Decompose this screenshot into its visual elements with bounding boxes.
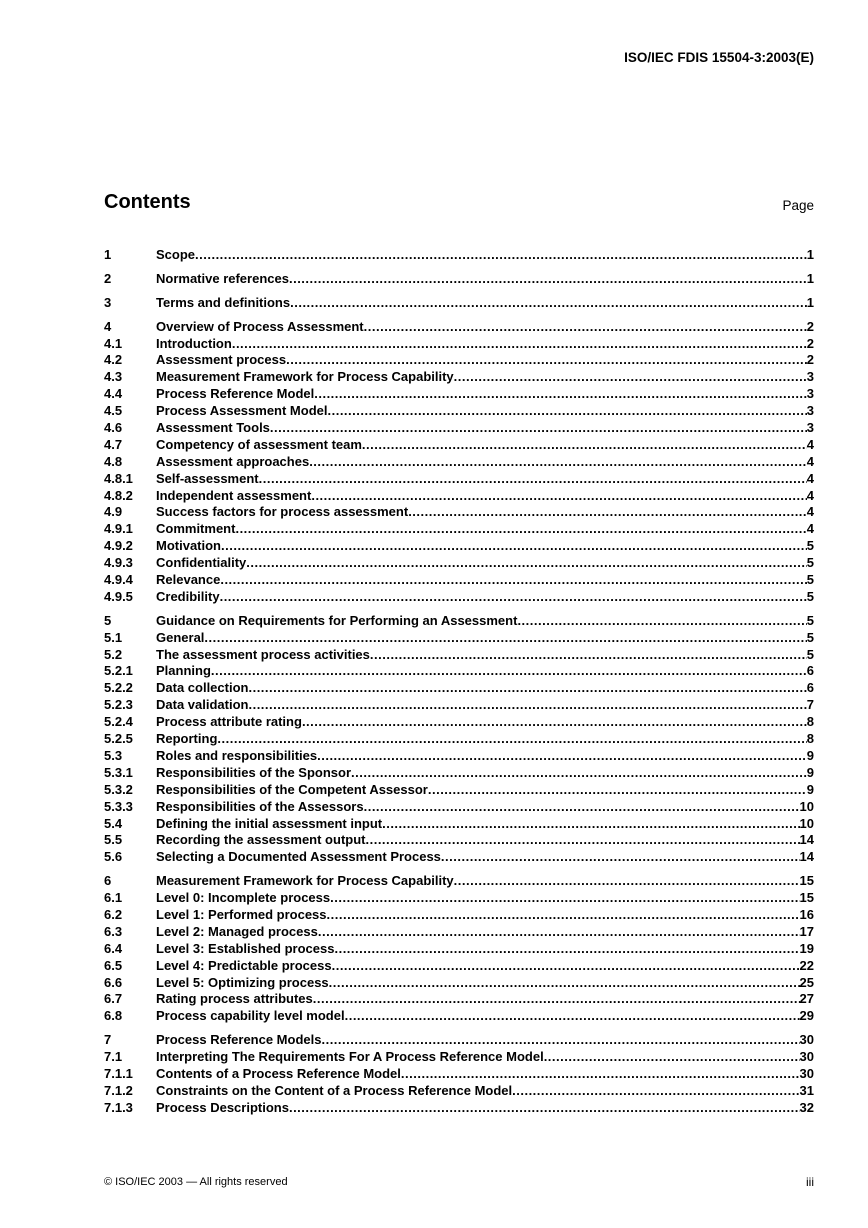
toc-entry-number: 5	[104, 612, 112, 628]
toc-entry-number: 5.2.3	[104, 697, 133, 713]
toc-entry-page: 15	[799, 873, 814, 889]
toc-entry-number: 4.4	[104, 386, 123, 402]
toc-entry-title: General	[156, 629, 205, 645]
toc-entry-title: Responsibilities of the Sponsor	[156, 764, 352, 780]
toc-entry-number: 4.7	[104, 436, 123, 452]
toc-entry-number: 4.1	[104, 335, 123, 351]
toc-entry-page: 29	[799, 1008, 814, 1024]
toc-entry[interactable]	[104, 1083, 814, 1100]
toc-dot-leader	[220, 589, 807, 606]
toc-entry-number: 6.6	[104, 974, 123, 990]
toc-entry[interactable]	[104, 420, 814, 437]
toc-entry-number: 4.9.3	[104, 555, 133, 571]
toc-entry-page: 3	[806, 403, 814, 419]
toc-entry-number: 3	[104, 294, 112, 310]
toc-entry[interactable]	[104, 1100, 814, 1117]
toc-dot-leader	[428, 782, 807, 799]
toc-entry[interactable]	[104, 247, 814, 264]
toc-entry-page: 4	[806, 436, 814, 452]
toc-entry[interactable]	[104, 1049, 814, 1066]
toc-group	[104, 271, 814, 288]
toc-entry-number: 7.1.1	[104, 1065, 133, 1081]
toc-entry-number: 6.5	[104, 957, 123, 973]
toc-entry-number: 6.4	[104, 940, 123, 956]
toc-entry-page: 1	[806, 247, 814, 262]
toc-entry-number: 4	[104, 318, 112, 334]
toc-entry-page: 8	[806, 714, 814, 730]
toc-dot-leader	[512, 1083, 799, 1100]
toc-entry-number: 7.1.2	[104, 1082, 133, 1098]
toc-entry-page: 9	[806, 764, 814, 780]
toc-entry-page: 3	[806, 369, 814, 385]
toc-group	[104, 319, 814, 606]
toc-dot-leader	[454, 873, 800, 890]
toc-entry-number: 5.1	[104, 629, 123, 645]
toc-entry[interactable]	[104, 1032, 814, 1049]
toc-entry-number: 5.2.5	[104, 731, 133, 747]
toc-entry[interactable]	[104, 488, 814, 505]
toc-entry-number: 7	[104, 1032, 112, 1048]
toc-entry-page: 17	[799, 923, 814, 939]
toc-dot-leader	[317, 748, 807, 765]
toc-entry-number: 4.9	[104, 504, 123, 520]
toc-entry-number: 6.1	[104, 890, 123, 906]
toc-entry-number: 5.3.1	[104, 764, 133, 780]
toc-dot-leader	[204, 630, 806, 647]
toc-entry[interactable]	[104, 816, 814, 833]
toc-entry-page: 10	[799, 815, 814, 831]
toc-entry-number: 4.2	[104, 352, 123, 368]
toc-entry-page: 1	[806, 270, 814, 286]
toc-entry-page: 2	[806, 318, 814, 334]
toc-entry-page: 30	[799, 1032, 814, 1048]
toc-dot-leader	[211, 663, 807, 680]
toc-entry-title: Interpreting The Requirements For A Process Reference Model	[156, 1049, 544, 1065]
toc-entry-page: 2	[806, 352, 814, 368]
toc-entry[interactable]	[104, 714, 814, 731]
toc-entry-number: 5.2.4	[104, 714, 133, 730]
toc-dot-leader	[290, 295, 807, 312]
toc-entry-page: 4	[806, 453, 814, 469]
toc-entry-title: Rating process attributes	[156, 991, 313, 1007]
toc-entry-page: 14	[799, 832, 814, 848]
toc-entry-title: Data collection	[156, 680, 249, 696]
toc-dot-leader	[195, 247, 807, 264]
toc-entry-title: Competency of assessment team	[156, 436, 362, 452]
toc-entry-title: Success factors for process assessment	[156, 504, 409, 520]
toc-entry-page: 5	[806, 538, 814, 554]
toc-entry-page: 10	[799, 798, 814, 814]
toc-entry-number: 4.3	[104, 369, 123, 385]
toc-dot-leader	[441, 849, 800, 866]
toc-dot-leader	[351, 765, 807, 782]
toc-dot-leader	[362, 437, 807, 454]
toc-entry[interactable]	[104, 319, 814, 336]
toc-dot-leader	[517, 613, 806, 630]
toc-entry-title: Roles and responsibilities	[156, 747, 318, 763]
toc-entry[interactable]	[104, 647, 814, 664]
toc-entry-title: Process Reference Models	[156, 1032, 322, 1048]
toc-entry-title: Level 5: Optimizing process	[156, 974, 329, 990]
toc-entry-number: 5.2	[104, 646, 123, 662]
toc-entry-title: Constraints on the Content of a Process Reference Model	[156, 1082, 513, 1098]
toc-entry-title: Level 0: Incomplete process	[156, 890, 331, 906]
toc-dot-leader	[408, 504, 807, 521]
toc-entry-number: 6.3	[104, 923, 123, 939]
toc-entry[interactable]	[104, 1066, 814, 1083]
toc-entry[interactable]	[104, 958, 814, 975]
toc-entry-title: Level 1: Performed process	[156, 906, 327, 922]
toc-entry-title: Level 3: Established process	[156, 940, 335, 956]
toc-entry[interactable]	[104, 924, 814, 941]
toc-dot-leader	[318, 924, 800, 941]
toc-entry[interactable]	[104, 765, 814, 782]
toc-entry-page: 3	[806, 386, 814, 402]
toc-entry-title: Process capability level model	[156, 1008, 345, 1024]
toc-entry-number: 4.8.1	[104, 470, 133, 486]
toc-entry-title: Relevance	[156, 572, 221, 588]
toc-dot-leader	[313, 991, 800, 1008]
toc-entry-page: 19	[799, 940, 814, 956]
toc-dot-leader	[365, 832, 799, 849]
page-number: iii	[806, 1175, 814, 1189]
toc-entry-page: 6	[806, 663, 814, 679]
toc-entry-title: Process attribute rating	[156, 714, 302, 730]
toc-dot-leader	[332, 958, 800, 975]
toc-entry-page: 4	[806, 504, 814, 520]
toc-entry-page: 4	[806, 487, 814, 503]
toc-entry[interactable]	[104, 572, 814, 589]
toc-entry-page: 5	[806, 588, 814, 604]
toc-entry[interactable]	[104, 555, 814, 572]
toc-entry-number: 4.9.4	[104, 572, 133, 588]
toc-entry-page: 6	[806, 680, 814, 696]
toc-entry-number: 7.1.3	[104, 1099, 133, 1115]
toc-entry-number: 5.3.3	[104, 798, 133, 814]
toc-entry-number: 5.5	[104, 832, 123, 848]
toc-entry-number: 5.2.2	[104, 680, 133, 696]
copyright-footer: © ISO/IEC 2003 — All rights reserved	[104, 1176, 288, 1188]
toc-entry-number: 4.9.1	[104, 521, 133, 537]
toc-dot-leader	[314, 386, 807, 403]
page-column-label: Page	[782, 198, 814, 213]
toc-entry-page: 5	[806, 555, 814, 571]
toc-entry-number: 1	[104, 247, 112, 262]
toc-entry-title: Introduction	[156, 335, 232, 351]
toc-entry-number: 5.3	[104, 747, 123, 763]
toc-entry-title: Credibility	[156, 588, 220, 604]
toc-entry-title: Self-assessment	[156, 470, 259, 486]
toc-entry-title: Guidance on Requirements for Performing an Assessment	[156, 612, 518, 628]
toc-dot-leader	[217, 731, 806, 748]
toc-entry[interactable]	[104, 799, 814, 816]
toc-entry-title: Recording the assessment output	[156, 832, 366, 848]
toc-dot-leader	[321, 1032, 799, 1049]
toc-entry[interactable]	[104, 991, 814, 1008]
toc-dot-leader	[329, 975, 800, 992]
toc-entry-number: 5.4	[104, 815, 123, 831]
toc-entry[interactable]	[104, 697, 814, 714]
toc-dot-leader	[220, 572, 806, 589]
toc-group	[104, 295, 814, 312]
toc-entry-number: 5.2.1	[104, 663, 133, 679]
toc-entry[interactable]	[104, 731, 814, 748]
toc-entry-title: Commitment	[156, 521, 236, 537]
toc-entry-title: Responsibilities of the Competent Assessor	[156, 781, 428, 797]
toc-dot-leader	[259, 471, 807, 488]
toc-entry[interactable]	[104, 873, 814, 890]
toc-entry-number: 4.6	[104, 420, 123, 436]
toc-entry-number: 4.8	[104, 453, 123, 469]
toc-entry-title: Terms and definitions	[156, 294, 291, 310]
toc-entry-page: 30	[799, 1065, 814, 1081]
toc-group	[104, 873, 814, 1025]
toc-entry-title: The assessment process activities	[156, 646, 370, 662]
toc-entry[interactable]	[104, 437, 814, 454]
toc-entry[interactable]	[104, 748, 814, 765]
toc-entry-page: 4	[806, 470, 814, 486]
toc-entry-title: Planning	[156, 663, 211, 679]
toc-dot-leader	[370, 647, 807, 664]
toc-dot-leader	[364, 319, 807, 336]
toc-entry-page: 15	[799, 890, 814, 906]
toc-entry-title: Contents of a Process Reference Model	[156, 1065, 401, 1081]
toc-entry[interactable]	[104, 782, 814, 799]
toc-entry-page: 5	[806, 612, 814, 628]
toc-entry-title: Process Reference Model	[156, 386, 315, 402]
toc-entry-title: Scope	[156, 247, 196, 262]
toc-entry-title: Assessment Tools	[156, 420, 270, 436]
toc-entry-number: 5.3.2	[104, 781, 133, 797]
toc-entry[interactable]	[104, 271, 814, 288]
toc-dot-leader	[364, 799, 800, 816]
toc-entry[interactable]	[104, 1008, 814, 1025]
toc-entry-page: 4	[806, 521, 814, 537]
toc-entry-title: Measurement Framework for Process Capability	[156, 369, 454, 385]
toc-entry[interactable]	[104, 630, 814, 647]
toc-dot-leader	[235, 521, 806, 538]
toc-entry-title: Process Descriptions	[156, 1099, 289, 1115]
toc-dot-leader	[270, 420, 807, 437]
toc-entry-number: 6.7	[104, 991, 123, 1007]
toc-group	[104, 613, 814, 866]
toc-entry-number: 2	[104, 270, 112, 286]
toc-dot-leader	[302, 714, 807, 731]
toc-entry-number: 4.9.5	[104, 588, 133, 604]
toc-entry[interactable]	[104, 849, 814, 866]
toc-dot-leader	[401, 1066, 800, 1083]
toc-entry-title: Independent assessment	[156, 487, 312, 503]
toc-entry-page: 9	[806, 747, 814, 763]
toc-dot-leader	[232, 336, 807, 353]
toc-dot-leader	[286, 352, 807, 369]
toc-entry-title: Overview of Process Assessment	[156, 318, 364, 334]
toc-entry-number: 4.9.2	[104, 538, 133, 554]
toc-entry[interactable]	[104, 336, 814, 353]
contents-heading: Contents	[104, 191, 191, 213]
toc-entry-page: 7	[806, 697, 814, 713]
toc-dot-leader	[454, 369, 807, 386]
toc-group	[104, 1032, 814, 1116]
toc-entry-page: 22	[799, 957, 814, 973]
toc-entry[interactable]	[104, 352, 814, 369]
toc-entry-page: 31	[799, 1082, 814, 1098]
toc-dot-leader	[246, 555, 806, 572]
toc-dot-leader	[289, 271, 807, 288]
toc-entry[interactable]	[104, 975, 814, 992]
toc-entry-page: 30	[799, 1049, 814, 1065]
toc-entry-page: 2	[806, 335, 814, 351]
toc-dot-leader	[289, 1100, 800, 1117]
toc-entry[interactable]	[104, 454, 814, 471]
toc-entry-page: 3	[806, 420, 814, 436]
toc-entry-page: 5	[806, 629, 814, 645]
toc-entry-page: 5	[806, 572, 814, 588]
toc-entry-title: Normative references	[156, 270, 289, 286]
toc-entry[interactable]	[104, 890, 814, 907]
toc-entry-number: 6.8	[104, 1008, 123, 1024]
toc-entry-title: Assessment process	[156, 352, 287, 368]
toc-entry[interactable]	[104, 832, 814, 849]
toc-entry-title: Confidentiality	[156, 555, 247, 571]
toc-entry-title: Selecting a Documented Assessment Process	[156, 849, 441, 865]
toc-entry-title: Reporting	[156, 731, 218, 747]
toc-entry-page: 14	[799, 849, 814, 865]
toc-dot-leader	[327, 907, 800, 924]
toc-entry[interactable]	[104, 386, 814, 403]
toc-entry-title: Defining the initial assessment input	[156, 815, 383, 831]
toc-dot-leader	[309, 454, 807, 471]
toc-entry-page: 32	[799, 1099, 814, 1115]
toc-dot-leader	[334, 941, 799, 958]
toc-dot-leader	[345, 1008, 800, 1025]
toc-group	[104, 247, 814, 264]
toc-entry-title: Process Assessment Model	[156, 403, 328, 419]
toc-dot-leader	[327, 403, 806, 420]
document-id-header: ISO/IEC FDIS 15504-3:2003(E)	[624, 50, 814, 65]
toc-entry[interactable]	[104, 403, 814, 420]
toc-entry-page: 8	[806, 731, 814, 747]
toc-entry-page: 25	[799, 974, 814, 990]
toc-entry[interactable]	[104, 471, 814, 488]
toc-dot-leader	[382, 816, 799, 833]
toc-entry[interactable]	[104, 680, 814, 697]
toc-entry[interactable]	[104, 613, 814, 630]
toc-entry[interactable]	[104, 521, 814, 538]
toc-entry-page: 1	[806, 294, 814, 310]
table-of-contents	[104, 247, 814, 1124]
toc-entry-title: Measurement Framework for Process Capability	[156, 873, 454, 889]
toc-entry-title: Level 2: Managed process	[156, 923, 318, 939]
toc-dot-leader	[311, 488, 806, 505]
toc-entry-title: Responsibilities of the Assessors	[156, 798, 364, 814]
toc-entry-number: 6.2	[104, 906, 123, 922]
toc-dot-leader	[248, 697, 806, 714]
toc-dot-leader	[248, 680, 806, 697]
toc-entry[interactable]	[104, 941, 814, 958]
toc-entry-page: 5	[806, 646, 814, 662]
toc-entry[interactable]	[104, 589, 814, 606]
toc-entry[interactable]	[104, 663, 814, 680]
toc-dot-leader	[330, 890, 799, 907]
toc-entry-title: Motivation	[156, 538, 221, 554]
toc-entry-page: 16	[799, 906, 814, 922]
toc-entry-number: 7.1	[104, 1049, 123, 1065]
toc-entry[interactable]	[104, 504, 814, 521]
toc-entry-page: 9	[806, 781, 814, 797]
toc-entry[interactable]	[104, 907, 814, 924]
toc-entry-number: 4.5	[104, 403, 123, 419]
toc-entry-number: 5.6	[104, 849, 123, 865]
toc-entry[interactable]	[104, 295, 814, 312]
toc-dot-leader	[221, 538, 807, 555]
toc-entry-title: Assessment approaches	[156, 453, 310, 469]
toc-entry[interactable]	[104, 538, 814, 555]
toc-entry-number: 4.8.2	[104, 487, 133, 503]
toc-entry-title: Data validation	[156, 697, 249, 713]
toc-entry[interactable]	[104, 369, 814, 386]
toc-entry-number: 6	[104, 873, 112, 889]
toc-dot-leader	[544, 1049, 800, 1066]
toc-entry-page: 27	[799, 991, 814, 1007]
toc-entry-title: Level 4: Predictable process	[156, 957, 332, 973]
